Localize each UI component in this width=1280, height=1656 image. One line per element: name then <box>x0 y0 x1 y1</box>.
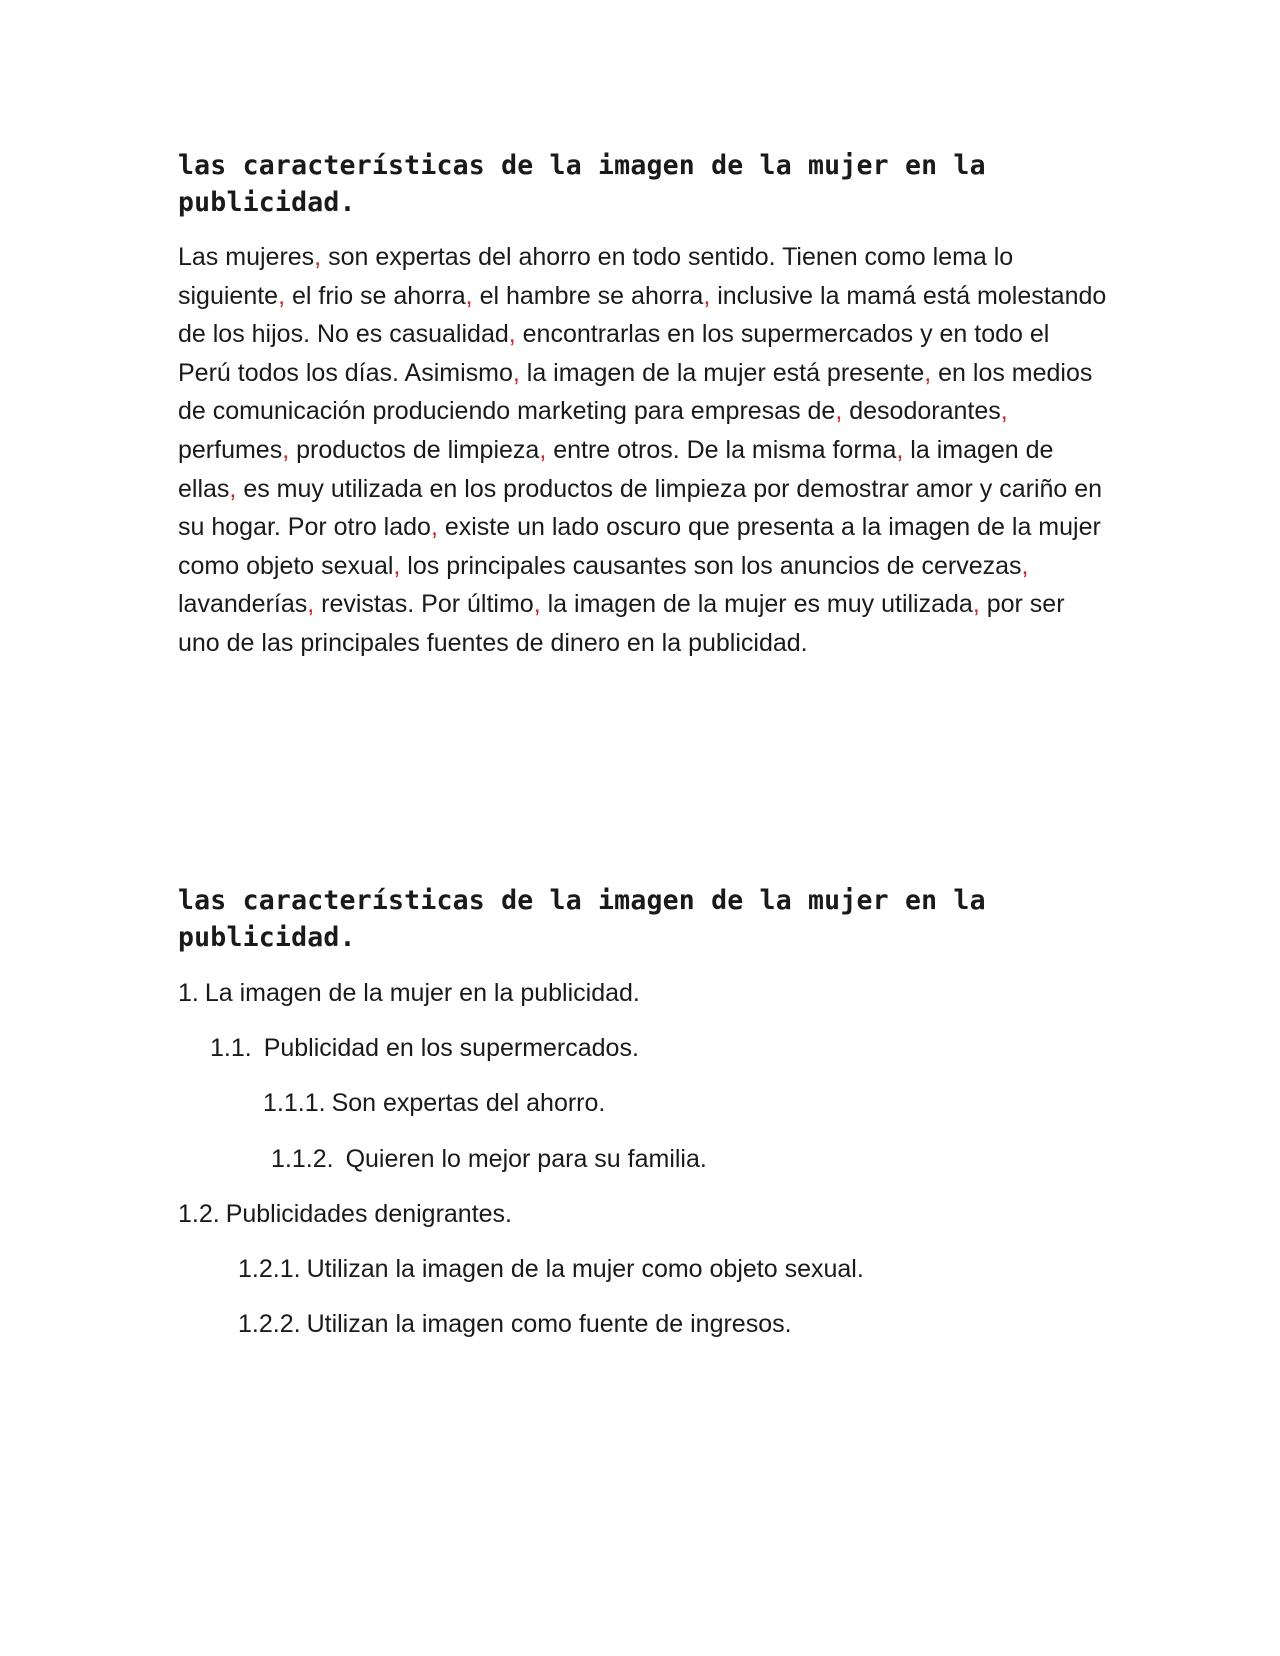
paragraph-comma: , <box>282 435 290 464</box>
outline-number: 1. <box>178 979 199 1007</box>
paragraph-comma: , <box>512 358 520 387</box>
outline-item-1-2 <box>178 1198 512 1230</box>
paragraph-segment: en los medios de comunicación produciendo marketing para empresas de <box>178 358 1093 426</box>
outline-text: Quieren lo mejor para su familia. <box>345 1145 707 1173</box>
outline-number: 1.2. <box>178 1200 220 1228</box>
paragraph-segment: la imagen de ellas <box>178 435 1054 503</box>
paragraph-segment: inclusive la mamá está molestando de los hijos. No es casualidad <box>178 281 1107 349</box>
paragraph-comma: , <box>703 281 711 310</box>
paragraph-segment: es muy utilizada en los productos de limpieza por demostrar amor y cariño en su hogar. Por otro lado <box>178 474 1103 542</box>
paragraph-segment: la imagen de la mujer está presente <box>519 358 925 387</box>
paragraph-segment: productos de limpieza <box>289 435 540 464</box>
paragraph-segment: perfumes <box>178 435 283 464</box>
paragraph-segment: Las mujeres <box>178 243 315 271</box>
paragraph-segment: el hambre se ahorra <box>472 281 704 310</box>
outline-number: 1.2.2. <box>238 1310 301 1338</box>
paragraph-segment: encontrarlas en los supermercados y en todo el Perú todos los días. Asimismo <box>178 320 1050 387</box>
paragraph-comma: , <box>539 435 547 464</box>
paragraph-segment: entre otros. De la misma forma <box>546 435 897 464</box>
outline-item-1-1 <box>210 1032 639 1064</box>
outline-text: Publicidad en los supermercados. <box>263 1034 639 1062</box>
paragraph-segment: por ser uno de las principales fuentes de dinero en la publicidad. <box>178 590 1065 657</box>
paragraph-comma: , <box>508 320 516 349</box>
paragraph-comma: , <box>972 590 980 619</box>
paragraph-comma: , <box>314 243 322 271</box>
outline-number: 1.2.1. <box>238 1255 301 1283</box>
outline-text: Publicidades denigrantes. <box>225 1200 513 1228</box>
outline-text: Son expertas del ahorro. <box>331 1089 606 1117</box>
paragraph-comma: , <box>229 474 237 503</box>
paragraph-segment: son expertas del ahorro en todo sentido. Tienen como lema lo siguiente <box>178 243 1014 310</box>
paragraph-comma: , <box>533 590 541 619</box>
outline-text: La imagen de la mujer en la publicidad. <box>204 979 640 1007</box>
paragraph-comma: , <box>1021 551 1029 580</box>
paragraph-segment: la imagen de la mujer es muy utilizada <box>540 590 973 619</box>
paragraph-comma: , <box>393 551 401 580</box>
paragraph-comma: , <box>430 513 438 542</box>
outline-text: Utilizan la imagen como fuente de ingresos. <box>306 1310 792 1338</box>
outline-item-1-1-1 <box>263 1087 605 1119</box>
paragraph-segment: los principales causantes son los anuncios de cervezas <box>400 551 1022 580</box>
paragraph-comma: , <box>307 590 315 619</box>
section-1-paragraph <box>178 238 1108 663</box>
outline-item-1-2-2 <box>238 1308 792 1340</box>
outline-text: Utilizan la imagen de la mujer como objeto sexual. <box>306 1255 864 1283</box>
paragraph-comma: , <box>465 281 473 310</box>
paragraph-segment: revistas. Por último <box>314 590 534 619</box>
paragraph-segment: el frio se ahorra <box>285 281 466 310</box>
outline-item-1-2-1 <box>238 1253 864 1285</box>
paragraph-segment: lavanderías <box>178 590 308 619</box>
outline-number: 1.1. <box>210 1034 252 1062</box>
outline-number: 1.1.2. <box>271 1145 334 1173</box>
outline-item-1-1-2 <box>271 1143 707 1175</box>
paragraph-segment: desodorantes <box>842 397 1001 426</box>
section-1-heading: las características de la imagen de la mujer en la publicidad. <box>178 150 986 218</box>
outline-item-1 <box>178 977 640 1009</box>
section-2-heading: las características de la imagen de la mujer en la publicidad. <box>178 885 986 953</box>
paragraph-comma: , <box>924 358 932 387</box>
paragraph-segment: existe un lado oscuro que presenta a la imagen de la mujer como objeto sexual <box>178 513 1101 580</box>
paragraph-comma: , <box>1000 397 1008 426</box>
paragraph-comma: , <box>896 435 904 464</box>
outline-number: 1.1.1. <box>263 1089 326 1117</box>
paragraph-comma: , <box>278 281 286 310</box>
paragraph-comma: , <box>835 397 843 426</box>
